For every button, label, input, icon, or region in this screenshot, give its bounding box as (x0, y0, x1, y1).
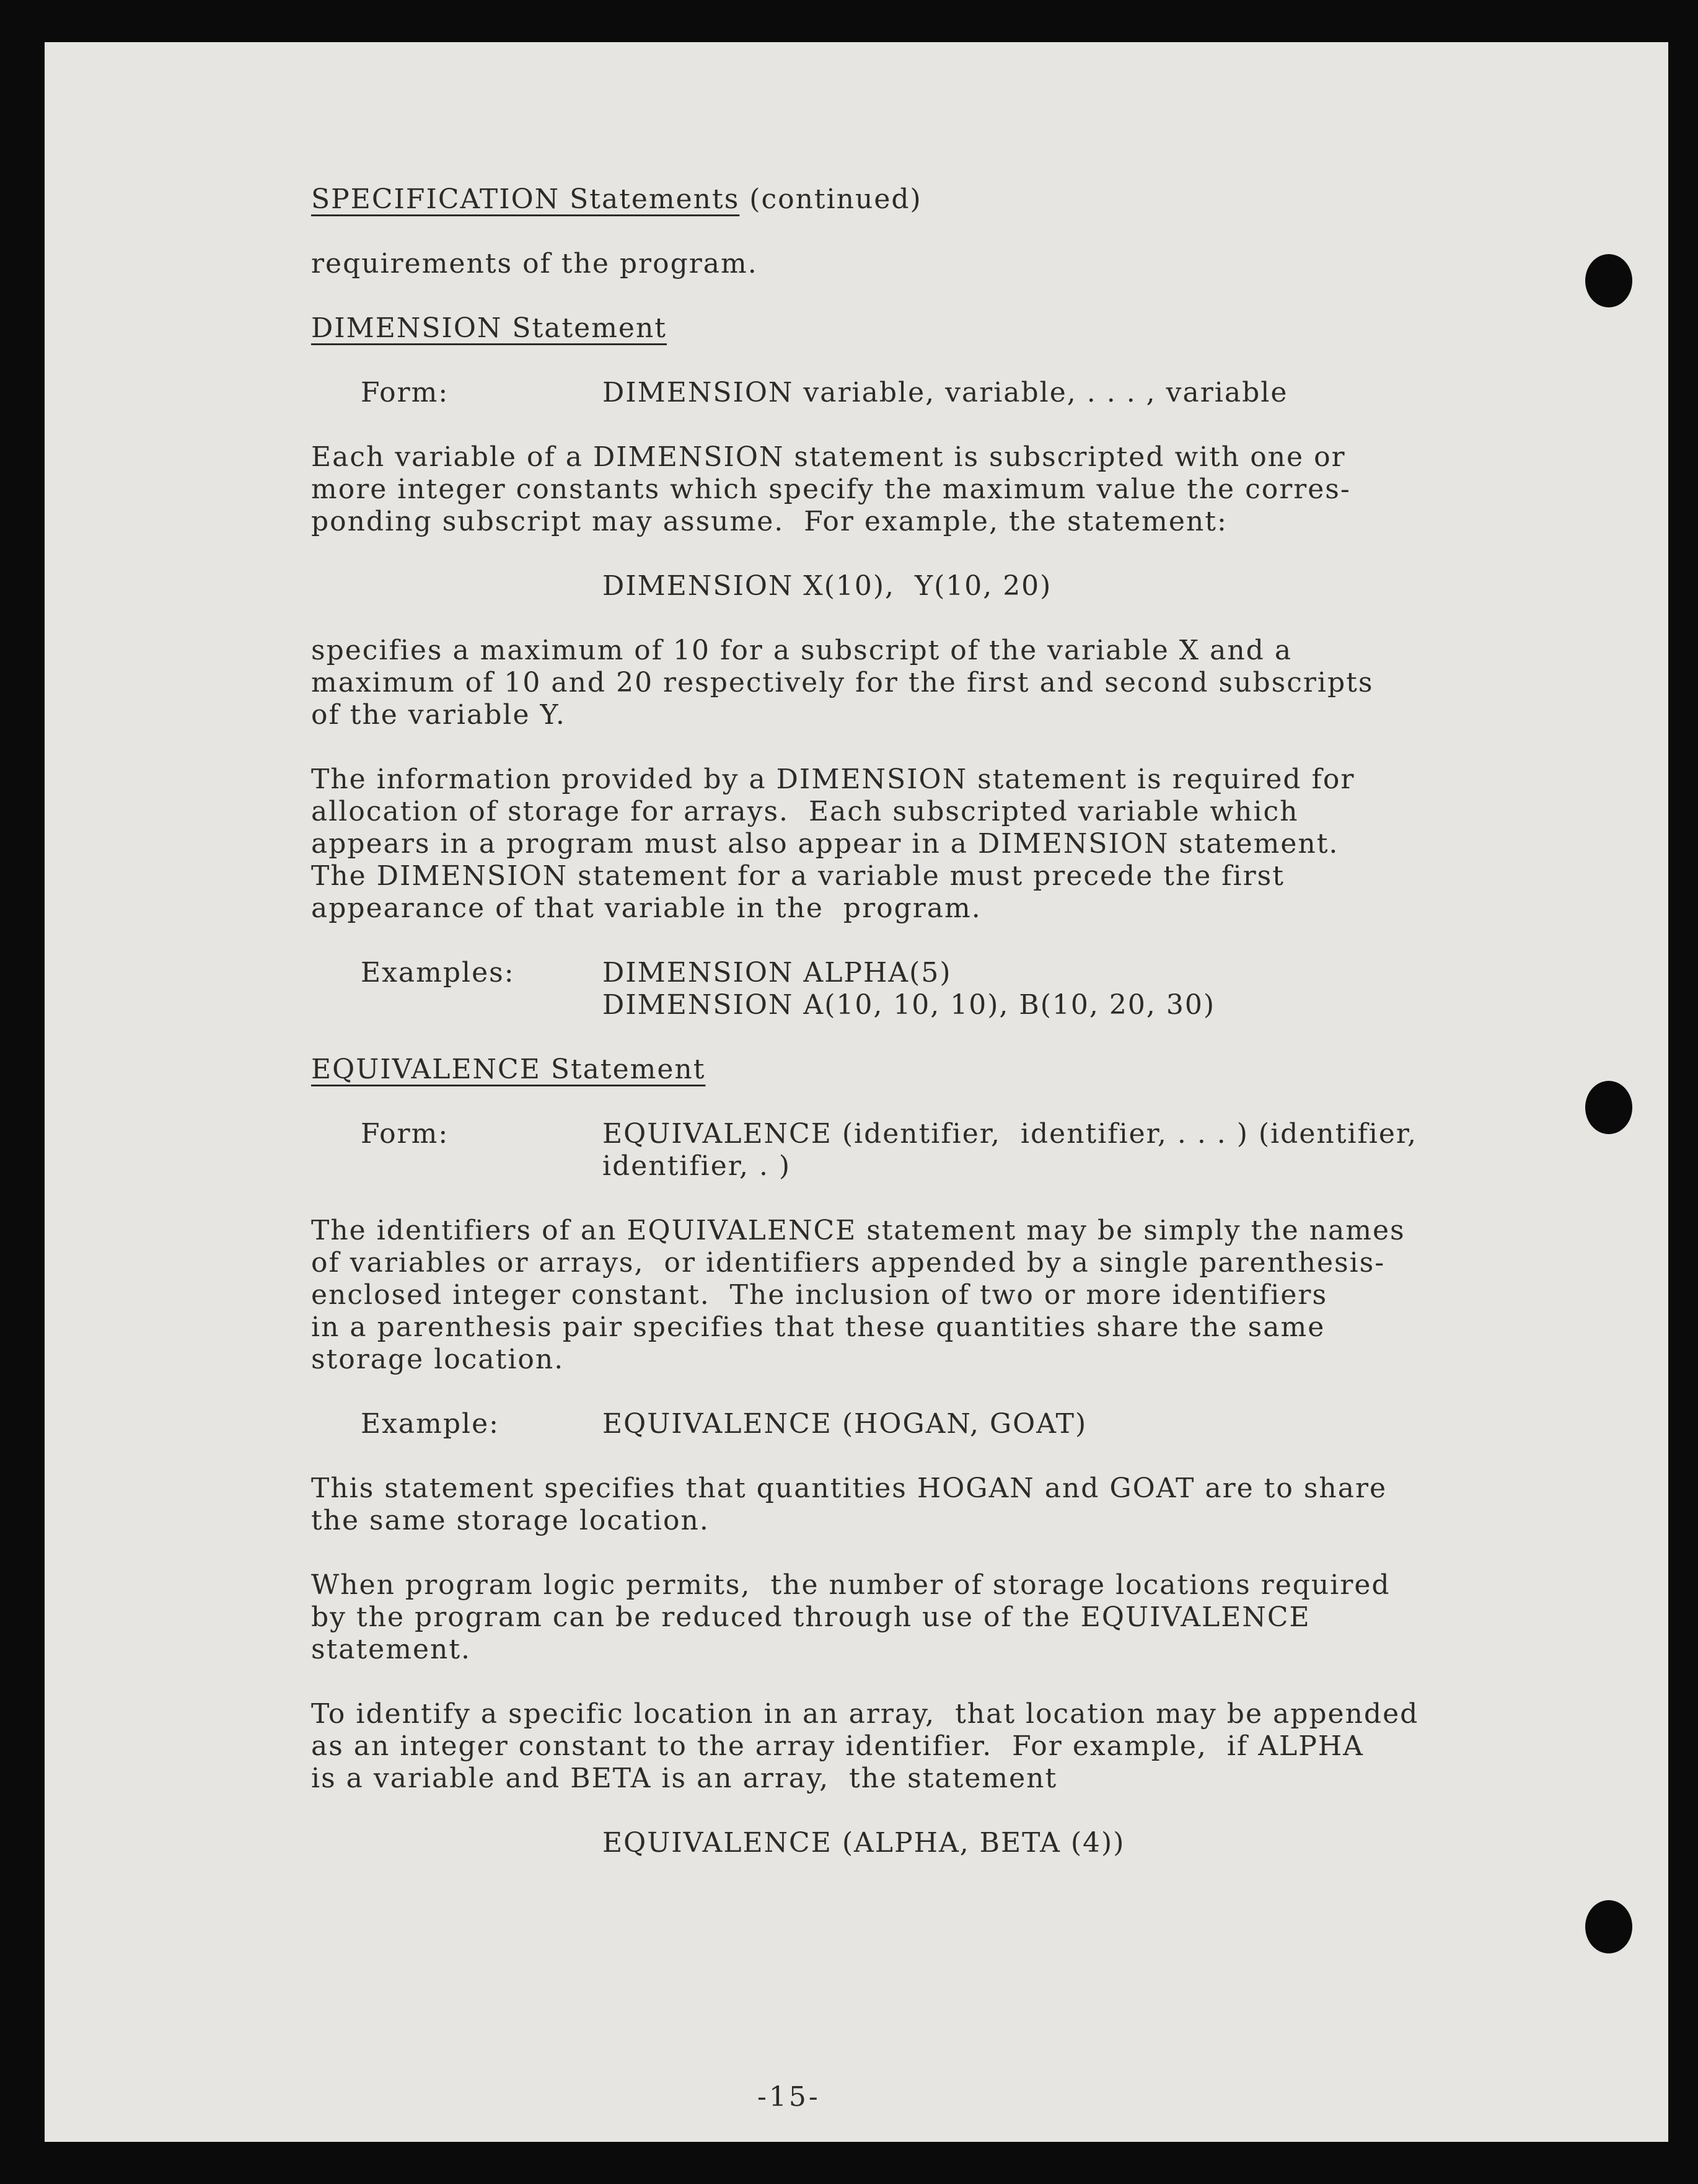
dimension-para2-line: of the variable Y. (311, 699, 566, 731)
punch-hole-bottom (1585, 1900, 1632, 1953)
section-heading (311, 183, 922, 216)
equivalence-para3-line: When program logic permits, the number of storage locations required (311, 1569, 1391, 1601)
equivalence-form-value-line: identifier, . ) (602, 1150, 791, 1182)
dimension-example-item: DIMENSION ALPHA(5) (602, 957, 952, 989)
equivalence-para3-line: statement. (311, 1634, 471, 1665)
dimension-para1-line: ponding subscript may assume. For example, the statement: (311, 506, 1228, 537)
equivalence-form-label: Form: (361, 1118, 449, 1150)
dimension-para3-line: appears in a program must also appear in a DIMENSION statement. (311, 828, 1339, 860)
equivalence-form-value-line: EQUIVALENCE (identifier, identifier, . . . ) (identifier, (602, 1118, 1418, 1150)
equivalence-para1-line: of variables or arrays, or identifiers appended by a single parenthesis- (311, 1247, 1386, 1279)
equivalence-para1-line: enclosed integer constant. The inclusion of two or more identifiers (311, 1279, 1328, 1311)
section-heading-suffix: (continued) (739, 183, 922, 215)
equivalence-example-value: EQUIVALENCE (HOGAN, GOAT) (602, 1408, 1088, 1440)
equivalence-para3-line: by the program can be reduced through use of the EQUIVALENCE (311, 1601, 1311, 1633)
dimension-para1-line: Each variable of a DIMENSION statement is subscripted with one or (311, 441, 1346, 473)
dimension-form-label: Form: (361, 377, 449, 408)
section-heading-title: SPECIFICATION Statements (311, 183, 740, 215)
dimension-para2-line: specifies a maximum of 10 for a subscript of the variable X and a (311, 635, 1293, 666)
document-page (45, 42, 1668, 2142)
equivalence-para2-line: the same storage location. (311, 1505, 710, 1536)
equivalence-para2-line: This statement specifies that quantities HOGAN and GOAT are to share (311, 1473, 1388, 1504)
punch-hole-top (1585, 254, 1632, 307)
dimension-form-value: DIMENSION variable, variable, . . . , variable (602, 377, 1288, 408)
dimension-para3-line: The information provided by a DIMENSION statement is required for (311, 764, 1355, 795)
equivalence-example-label: Example: (361, 1408, 499, 1440)
dimension-title: DIMENSION Statement (311, 312, 667, 344)
equivalence-para4-line: To identify a specific location in an array, that location may be appended (311, 1698, 1419, 1730)
dimension-examples-label: Examples: (361, 957, 515, 989)
dimension-para3-line: appearance of that variable in the program. (311, 892, 982, 924)
dimension-example-statement: DIMENSION X(10), Y(10, 20) (602, 570, 1052, 602)
equivalence-para1-line: storage location. (311, 1344, 565, 1375)
dimension-para1-line: more integer constants which specify the maximum value the corres- (311, 473, 1351, 505)
dimension-para3-line: allocation of storage for arrays. Each subscripted variable which (311, 796, 1299, 827)
equivalence-para4-line: as an integer constant to the array identifier. For example, if ALPHA (311, 1730, 1364, 1762)
dimension-para2-line: maximum of 10 and 20 respectively for the first and second subscripts (311, 667, 1374, 698)
equivalence-final-statement: EQUIVALENCE (ALPHA, BETA (4)) (602, 1827, 1125, 1859)
intro-line: requirements of the program. (311, 248, 758, 280)
equivalence-para4-line: is a variable and BETA is an array, the statement (311, 1763, 1058, 1794)
punch-hole-middle (1585, 1081, 1632, 1134)
dimension-para3-line: The DIMENSION statement for a variable must precede the first (311, 860, 1285, 892)
page-number: -15- (757, 2081, 820, 2113)
equivalence-para1-line: The identifiers of an EQUIVALENCE statement may be simply the names (311, 1215, 1405, 1246)
dimension-example-item: DIMENSION A(10, 10, 10), B(10, 20, 30) (602, 989, 1215, 1021)
equivalence-para1-line: in a parenthesis pair specifies that these quantities share the same (311, 1311, 1326, 1343)
equivalence-title: EQUIVALENCE Statement (311, 1054, 706, 1085)
